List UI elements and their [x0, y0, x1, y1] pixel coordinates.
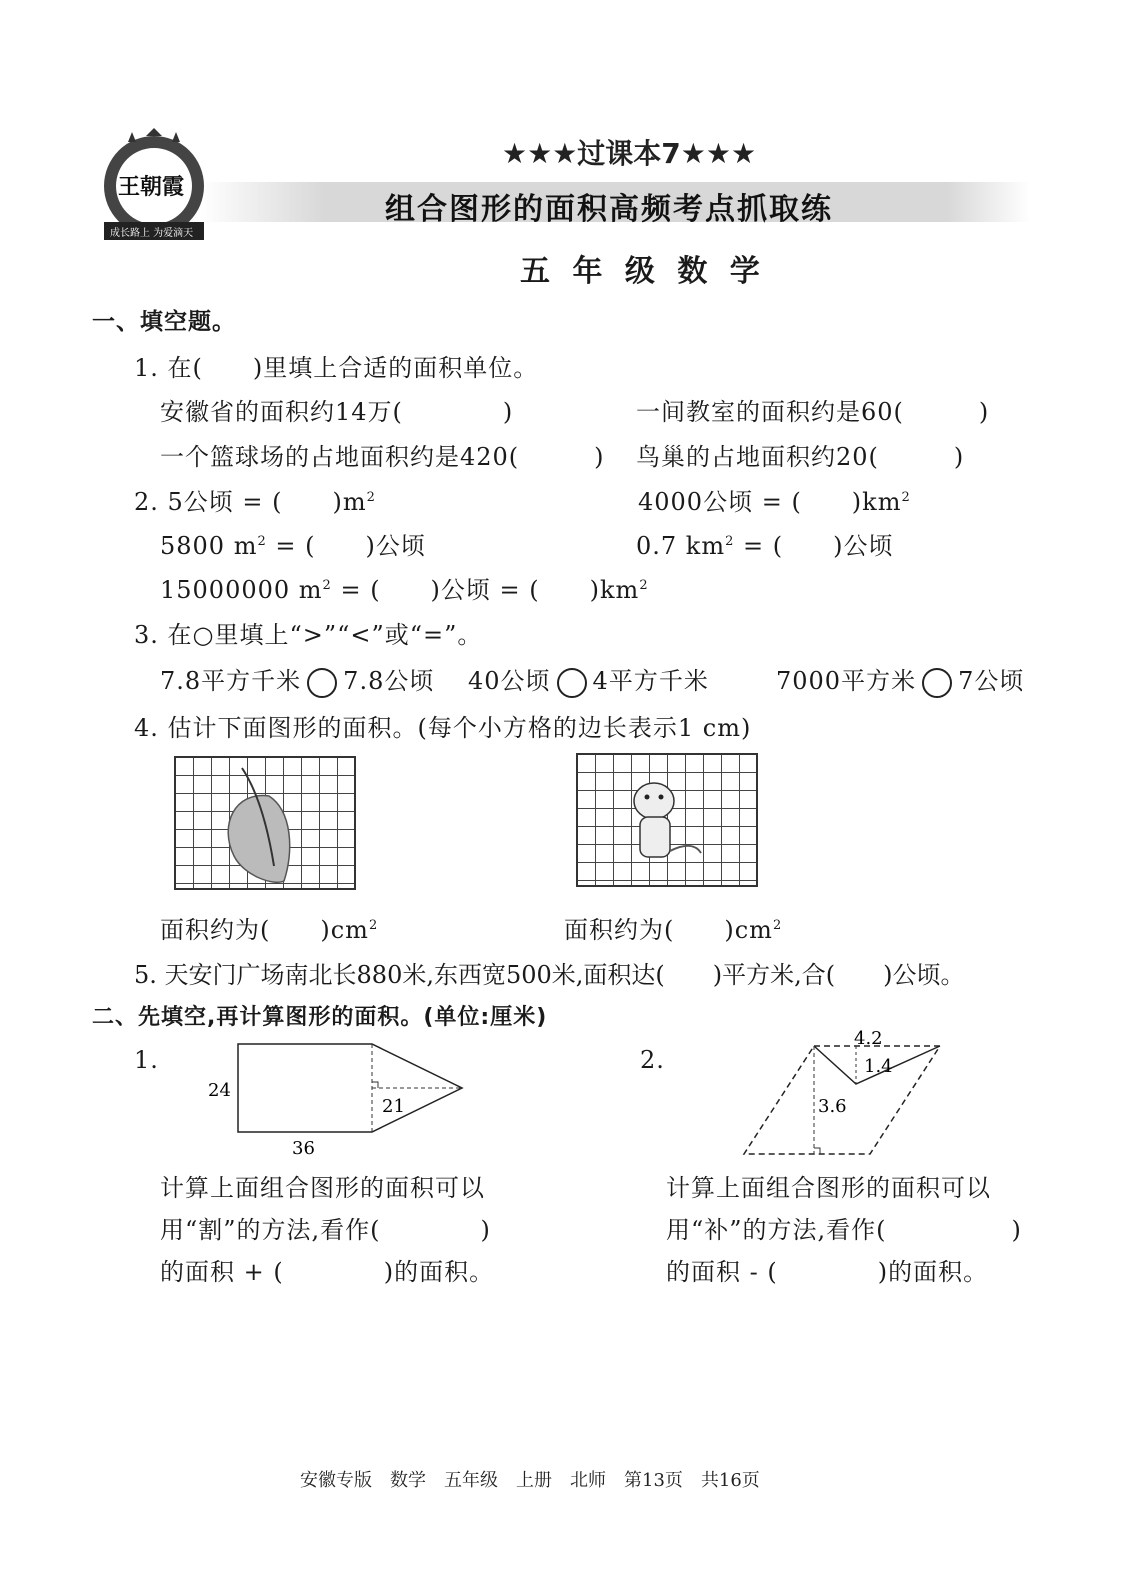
- compare-circle-2[interactable]: [557, 668, 587, 698]
- q2-c: 5800 $m^2$ = ( )公顷: [160, 532, 426, 560]
- p2-label-1.4: 1.4: [864, 1056, 893, 1077]
- p1-line2: 用“割”的方法,看作( ): [160, 1216, 491, 1244]
- q3-b: 40公顷 4平方千米: [468, 661, 709, 698]
- p2-line1: 计算上面组合图形的面积可以: [666, 1174, 991, 1202]
- q4-ans2: 面积约为( )$cm^2$: [564, 916, 783, 944]
- p2-line2: 用“补”的方法,看作( ): [666, 1216, 1022, 1244]
- p2-number: 2.: [640, 1046, 665, 1074]
- p1-right-angle: [372, 1082, 378, 1088]
- q1-prompt: 1. 在( )里填上合适的面积单位。: [134, 354, 539, 382]
- q4-prompt: 4. 估计下面图形的面积。(每个小方格的边长表示1 cm): [134, 714, 752, 742]
- q3-c: 7000平方米 7公顷: [776, 661, 1024, 698]
- q2-a: 2. 5公顷 = ( )$m^2$: [134, 488, 376, 516]
- page-footer: 安徽专版 数学 五年级 上册 北师 第13页 共16页: [300, 1470, 760, 1491]
- logo: [98, 128, 210, 248]
- p1-label-21: 21: [382, 1096, 405, 1117]
- p2-figure: [730, 1024, 960, 1160]
- p1-line1: 计算上面组合图形的面积可以: [160, 1174, 485, 1202]
- q1-b: 一间教室的面积约是60( ): [636, 398, 990, 426]
- p2-label-4.2: 4.2: [854, 1028, 883, 1049]
- p2-label-3.6: 3.6: [818, 1096, 847, 1117]
- cat-icon: [576, 753, 758, 887]
- compare-circle-1[interactable]: [307, 668, 337, 698]
- q2-b: 4000公顷 = ( )$km^2$: [638, 488, 911, 516]
- section1-heading: 一、填空题。: [92, 309, 236, 335]
- compare-circle-3[interactable]: [922, 668, 952, 698]
- p1-number: 1.: [134, 1046, 159, 1074]
- logo-text: 王朝霞: [118, 175, 185, 200]
- q1-c: 一个篮球场的占地面积约是420( ): [160, 443, 605, 471]
- q1-d: 鸟巢的占地面积约20( ): [636, 443, 965, 471]
- subject-title: 五 年 级 数 学: [520, 254, 766, 289]
- q2-e: 15000000 $m^2$ = ( )公顷 = ( )$km^2$: [160, 576, 649, 604]
- q1-a: 安徽省的面积约14万( ): [160, 398, 514, 426]
- section2-heading: 二、先填空,再计算图形的面积。(单位:厘米): [92, 1005, 548, 1030]
- p1-label-36: 36: [292, 1138, 315, 1159]
- q5-prompt: 5. 天安门广场南北长880米,东西宽500米,面积达( )平方米,合( )公顷。: [134, 961, 965, 989]
- p1-label-24: 24: [208, 1080, 231, 1101]
- p1-line3: 的面积 + ( )的面积。: [160, 1258, 495, 1286]
- p2-right-angle: [814, 1148, 820, 1154]
- q3-prompt: 3. 在○里填上“>”“<”或“=”。: [134, 621, 483, 649]
- page-title: 组合图形的面积高频考点抓取练: [385, 192, 833, 227]
- q2-d: 0.7 $km^2$ = ( )公顷: [636, 532, 894, 560]
- p2-line3: 的面积 - ( )的面积。: [666, 1258, 989, 1286]
- series-label: ★★★过课本7★★★: [502, 137, 757, 170]
- q4-ans1: 面积约为( )$cm^2$: [160, 916, 379, 944]
- p1-figure: [200, 1038, 480, 1160]
- logo-motto: 成长路上 为爱滴天: [110, 228, 194, 239]
- leaf-icon: [174, 756, 356, 890]
- q3-a: 7.8平方千米 7.8公顷: [160, 661, 434, 698]
